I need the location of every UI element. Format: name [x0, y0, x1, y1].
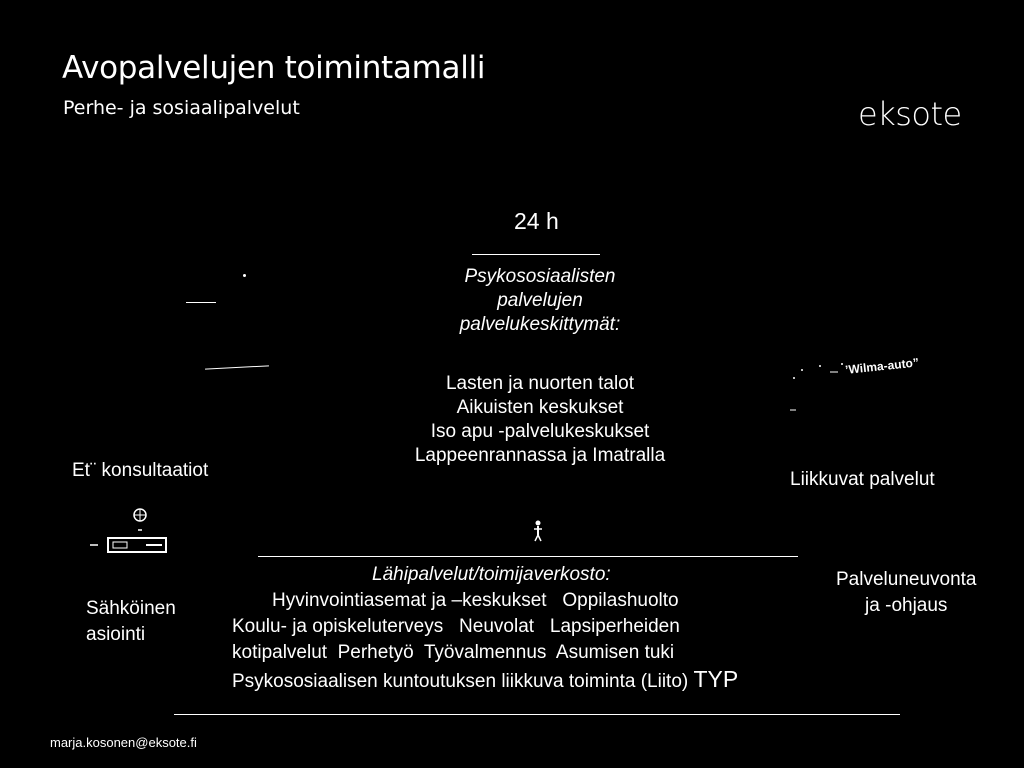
service-guidance-line-1: Palveluneuvonta [836, 569, 977, 590]
mobile-services-label: Liikkuvat palvelut [790, 469, 935, 490]
hours-label: 24 h [514, 208, 559, 234]
page-title: Avopalvelujen toimintamalli [62, 50, 486, 86]
local-network-line-4 [232, 666, 738, 695]
decorative-dots-right [790, 360, 850, 420]
local-network-line-3: kotipalvelut Perhetyö Työvalmennus Asumisen tuki [232, 642, 675, 663]
electronic-services-label [86, 596, 176, 648]
person-icon [533, 520, 543, 542]
remote-consultations-label: Et¨ konsultaatiot [72, 460, 209, 481]
local-network-line-2: Koulu- ja opiskeluterveys Neuvolat Lapsiperheiden [232, 616, 680, 637]
hubs-item-1: Lasten ja nuorten talot [445, 373, 635, 394]
electronic-services-line-2: asiointi [86, 624, 146, 645]
decorative-dot [243, 274, 246, 277]
local-network-line-4-text: Psykososiaalisen kuntoutuksen liikkuva toiminta (Liito) [232, 671, 689, 692]
hubs-title-line-1: Psykososiaalisten [464, 266, 616, 287]
hubs-title-line-3: palvelukeskittymät: [459, 314, 621, 335]
page-subtitle: Perhe- ja sosiaalipalvelut [63, 97, 300, 119]
brand-logo-text: eksote [858, 95, 962, 133]
local-network-heading: Lähipalvelut/toimijaverkosto: [372, 564, 611, 585]
hubs-title-line-2: palvelujen [497, 290, 583, 311]
hubs-list [340, 372, 740, 468]
hubs-item-4: Lappeenrannassa ja Imatralla [414, 445, 666, 466]
network-top-divider [258, 556, 798, 557]
contact-email: marja.kosonen@eksote.fi [50, 735, 197, 750]
hubs-item-2: Aikuisten keskukset [456, 397, 624, 418]
network-bottom-divider [174, 714, 900, 715]
hubs-title [360, 265, 720, 337]
hubs-item-3: Iso apu -palvelukeskukset [430, 421, 650, 442]
computer-icon [88, 506, 178, 556]
local-network-line-1: Hyvinvointiasemat ja –keskukset Oppilashuolto [272, 590, 679, 611]
hours-divider [472, 254, 600, 255]
local-network-block [232, 562, 738, 695]
service-guidance-line-2: ja -ohjaus [865, 595, 948, 616]
decorative-dash-1 [186, 302, 216, 303]
service-guidance-label [836, 567, 977, 619]
electronic-services-line-1: Sähköinen [86, 598, 176, 619]
decorative-dash-2 [205, 365, 269, 369]
typ-label: TYP [693, 666, 739, 692]
wilma-auto-label: ’Wilma-auto” [844, 355, 920, 377]
